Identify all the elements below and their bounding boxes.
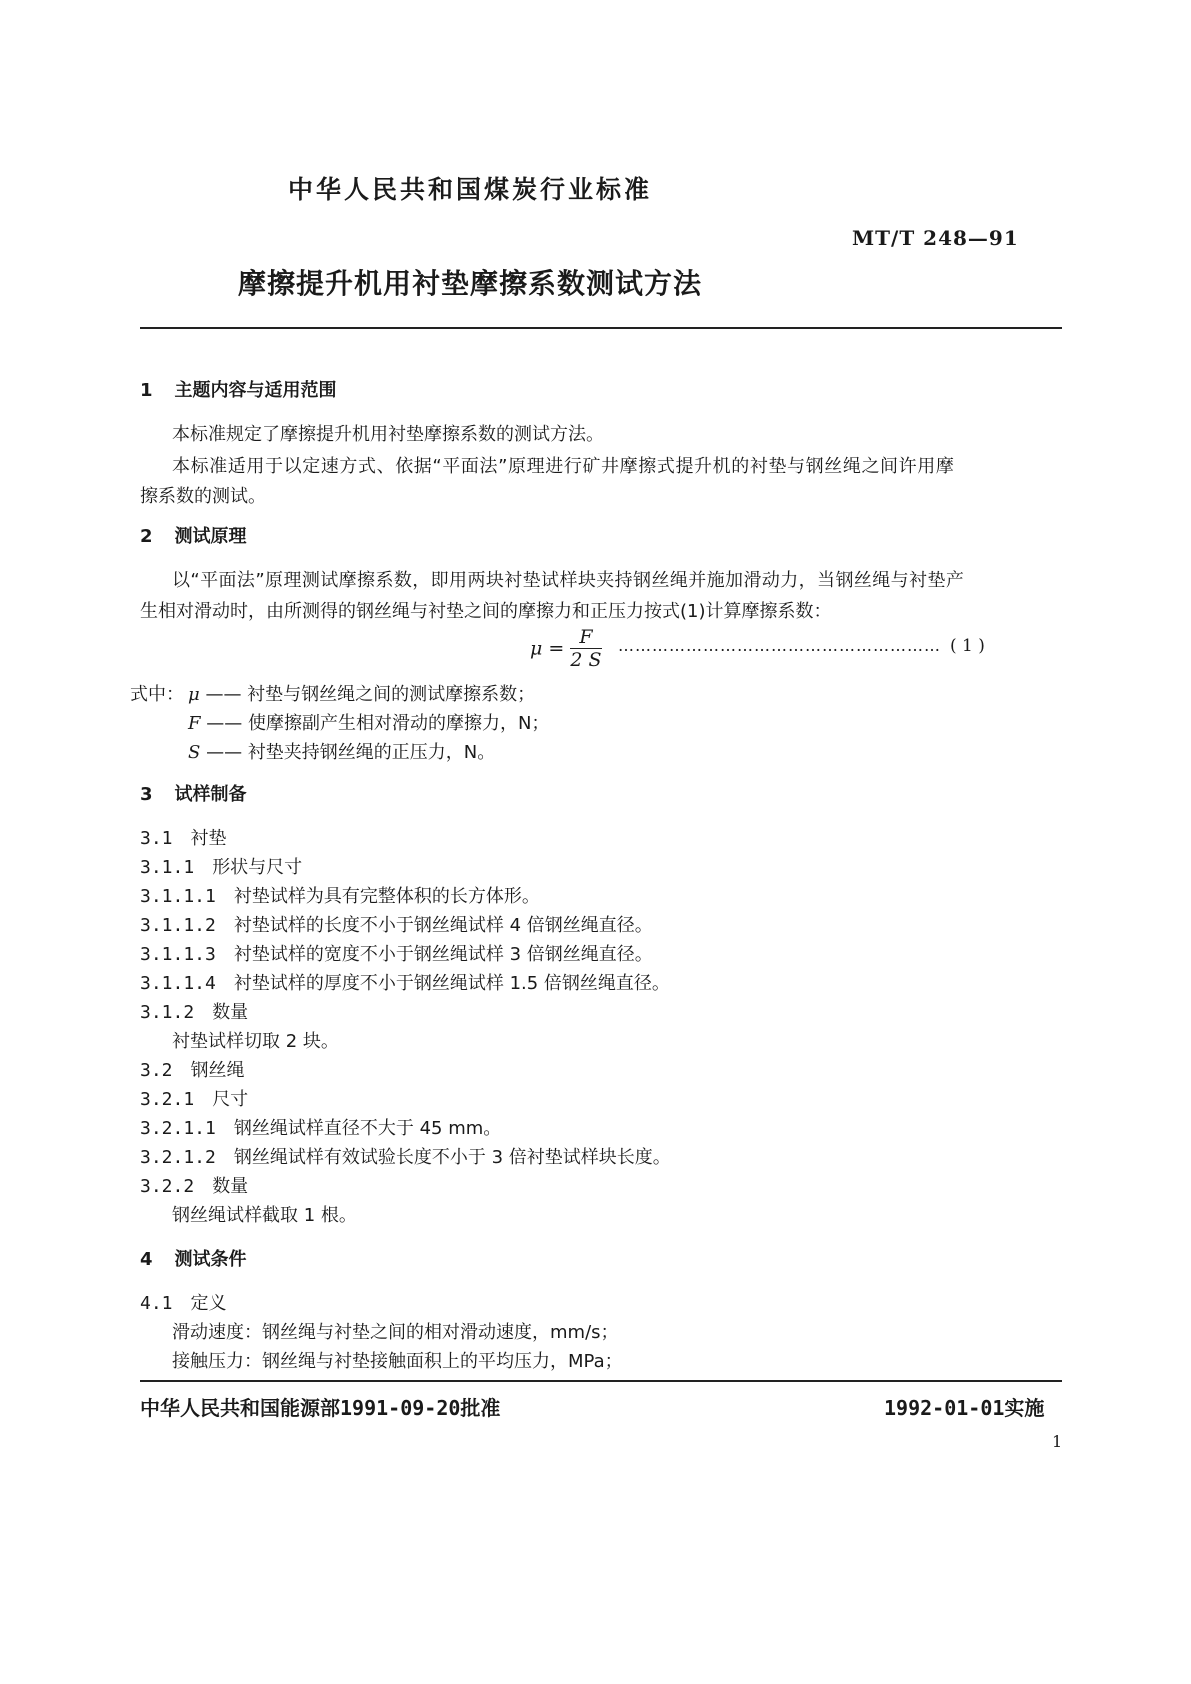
formula-denominator: 2 S [570, 649, 602, 671]
clause-text: 衬垫试样切取 2 块。 [172, 1031, 339, 1052]
effective-date: 1992-01-01 [884, 1396, 1005, 1420]
formula-leader-dots: ………………………………………………… [618, 636, 941, 655]
clause-number: 3.2.1.1 [140, 1118, 216, 1139]
section-4-heading [140, 1245, 247, 1271]
variable-row [188, 680, 535, 706]
section-title: 测试原理 [174, 526, 247, 547]
clause-text: 钢丝绳试样截取 1 根。 [172, 1205, 357, 1226]
clause-text: 衬垫试样为具有完整体积的长方体形。 [233, 886, 540, 907]
formula-lhs: μ = [530, 637, 565, 660]
section-1-heading [140, 376, 337, 402]
section-title: 测试条件 [174, 1249, 247, 1270]
clause-row [140, 911, 653, 937]
where-label: 式中： [130, 684, 184, 705]
paragraph: 本标准适用于以定速方式、依据“平面法”原理进行矿井摩擦式提升机的衬垫与钢丝绳之间许用摩 [172, 456, 955, 477]
clause-row [140, 1085, 248, 1111]
variable-row [188, 738, 495, 764]
section-number: 2 [140, 526, 153, 547]
paragraph: 接触压力：钢丝绳与衬垫接触面积上的平均压力，MPa； [172, 1351, 623, 1372]
section-2-heading [140, 522, 247, 548]
clause-text: 衬垫试样的长度不小于钢丝绳试样 4 倍钢丝绳直径。 [233, 915, 653, 936]
paragraph: 生相对滑动时，由所测得的钢丝绳与衬垫之间的摩擦力和正压力按式(1)计算摩擦系数： [140, 601, 832, 622]
clause-text: 数量 [212, 1002, 249, 1023]
formula-number: ( 1 ) [950, 636, 985, 656]
paragraph: 以“平面法”原理测试摩擦系数，即用两块衬垫试样块夹持钢丝绳并施加滑动力，当钢丝绳与衬垫产 [172, 570, 965, 591]
clause-number: 3.1.1.2 [140, 915, 216, 936]
clause-number: 3.1.1 [140, 857, 195, 878]
clause-number: 3.2.1.2 [140, 1147, 216, 1168]
approval-date: 1991-09-20 [340, 1396, 461, 1420]
clause-number: 3.1.1.1 [140, 886, 216, 907]
section-title: 试样制备 [174, 784, 247, 805]
clause-row [140, 1172, 248, 1198]
clause-row [140, 1289, 227, 1315]
clause-text: 定义 [190, 1293, 227, 1314]
clause-text: 钢丝绳试样直径不大于 45 mm。 [233, 1118, 502, 1139]
clause-text: 钢丝绳 [190, 1060, 245, 1081]
formula-numerator: F [570, 626, 601, 649]
variable-description: —— 衬垫夹持钢丝绳的正压力，N。 [206, 742, 496, 763]
variable-symbol: S [188, 742, 201, 763]
clause-number: 3.1.1.4 [140, 973, 216, 994]
clause-number: 3.2.2 [140, 1176, 195, 1197]
section-number: 4 [140, 1249, 153, 1270]
effective-line [884, 1392, 1044, 1421]
standard-code: MT/T 248—91 [852, 226, 1019, 250]
section-number: 1 [140, 380, 153, 401]
clause-number: 3.1 [140, 828, 173, 849]
clause-text: 衬垫 [190, 828, 227, 849]
clause-row [140, 1056, 245, 1082]
header-rule [140, 327, 1062, 329]
clause-number: 3.2.1 [140, 1089, 195, 1110]
clause-text: 尺寸 [212, 1089, 249, 1110]
variable-description: —— 使摩擦副产生相对滑动的摩擦力，N； [206, 713, 550, 734]
footer-rule [140, 1380, 1062, 1382]
effective-word: 实施 [1004, 1396, 1045, 1420]
clause-number: 3.1.2 [140, 1002, 195, 1023]
clause-text: 衬垫试样的宽度不小于钢丝绳试样 3 倍钢丝绳直径。 [233, 944, 653, 965]
clause-text: 钢丝绳试样有效试验长度不小于 3 倍衬垫试样块长度。 [233, 1147, 671, 1168]
clause-text: 形状与尺寸 [212, 857, 303, 878]
page-number: 1 [1052, 1432, 1063, 1451]
section-title: 主题内容与适用范围 [174, 380, 337, 401]
clause-row [140, 998, 248, 1024]
clause-number: 3.2 [140, 1060, 173, 1081]
clause-text: 衬垫试样的厚度不小于钢丝绳试样 1.5 倍钢丝绳直径。 [233, 973, 670, 994]
clause-number: 3.1.1.3 [140, 944, 216, 965]
section-number: 3 [140, 784, 153, 805]
clause-row [140, 969, 670, 995]
clause-row [140, 853, 302, 879]
formula-fraction [570, 626, 601, 671]
paragraph: 滑动速度：钢丝绳与衬垫之间的相对滑动速度，mm/s； [172, 1322, 619, 1343]
variable-symbol: μ [188, 684, 200, 705]
approval-line [140, 1392, 500, 1421]
standard-title: 中华人民共和国煤炭行业标准 [288, 175, 653, 204]
document-title: 摩擦提升机用衬垫摩擦系数测试方法 [238, 267, 703, 300]
clause-row [140, 940, 653, 966]
paragraph: 本标准规定了摩擦提升机用衬垫摩擦系数的测试方法。 [172, 424, 604, 445]
clause-row [140, 1114, 501, 1140]
clause-row [140, 1143, 671, 1169]
clause-text: 数量 [212, 1176, 249, 1197]
clause-row [140, 824, 227, 850]
variable-description: —— 衬垫与钢丝绳之间的测试摩擦系数； [205, 684, 536, 705]
clause-row [140, 882, 540, 908]
formula-1 [530, 626, 602, 671]
approval-word: 批准 [460, 1396, 501, 1420]
approval-org: 中华人民共和国能源部 [140, 1396, 340, 1420]
clause-number: 4.1 [140, 1293, 173, 1314]
variable-row [188, 709, 549, 735]
section-3-heading [140, 780, 247, 806]
paragraph: 擦系数的测试。 [140, 486, 266, 507]
variable-symbol: F [188, 713, 201, 734]
